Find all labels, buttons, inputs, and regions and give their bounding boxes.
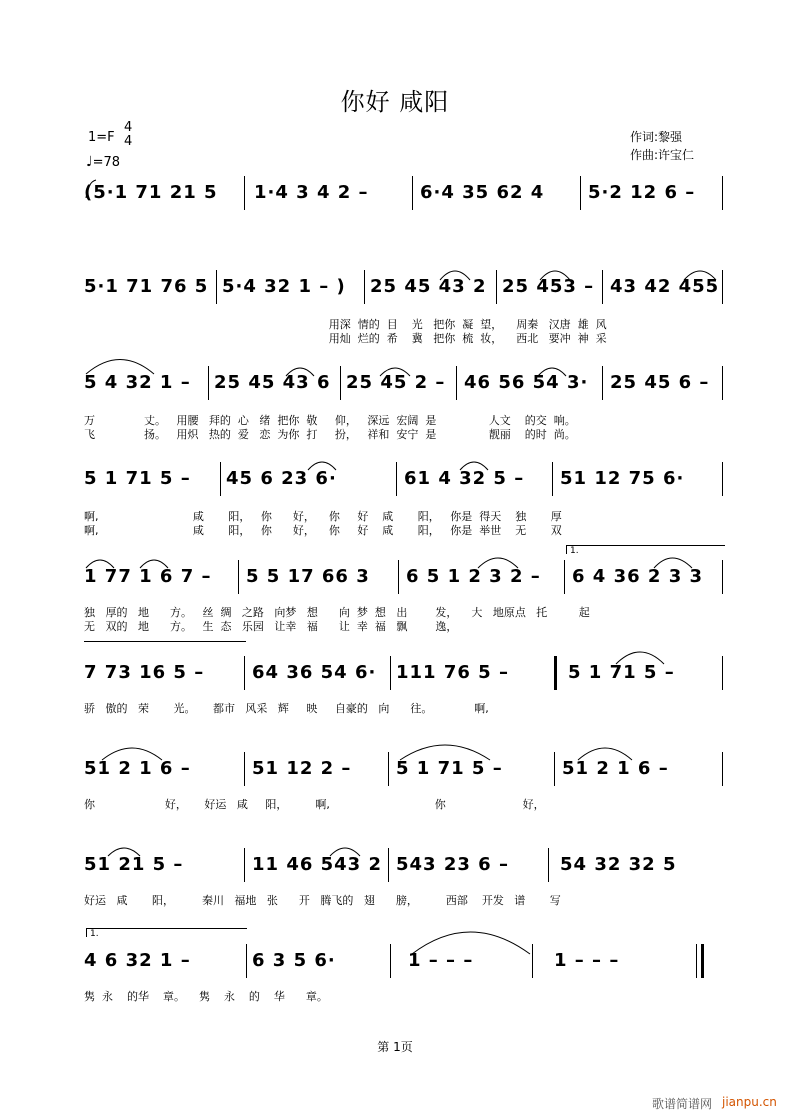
composer-credit: 作曲:许宝仁 [630, 148, 695, 162]
measure-group: 11 46 543 2 [252, 854, 382, 875]
measure-group: 45 6 23 6· [226, 468, 337, 489]
measure-group: 5 1 71 5 – [568, 662, 675, 683]
lyric-line: 隽 永 的华 章。 隽 永 的 华 章。 [84, 990, 328, 1003]
measure-group: 5 5 17 66 3 [246, 566, 370, 587]
measure-group: 5 1 71 5 – [84, 468, 191, 489]
slur-arc [308, 462, 336, 470]
measure-group: 6 4 36 2 3 3 [572, 566, 704, 587]
slur-arc [654, 558, 692, 568]
measure-group: 6·4 35 62 4 [420, 182, 545, 203]
watermark-site-name: 歌谱简谱网 [652, 1097, 713, 1111]
measure-group: 25 45 43 6 [214, 372, 331, 393]
measure-group: 51 2 1 6 – [562, 758, 669, 779]
slur-arc [460, 462, 488, 470]
slur-arc [684, 271, 716, 280]
measure-group: 5·4 32 1 – ) [222, 276, 346, 297]
slur-arc [86, 180, 96, 198]
slur-arc [86, 560, 114, 568]
slur-arc [86, 360, 154, 375]
lyric-line: 用深 情的 目 光 把你 凝 望， 周秦 汉唐 雄 风 [84, 318, 607, 331]
slur-arc [330, 848, 360, 856]
measure-group: 5 4 32 1 – [84, 372, 191, 393]
measure-group: 61 4 32 5 – [404, 468, 525, 489]
song-title: 你好 咸阳 [340, 88, 450, 116]
measure-group: 25 45 2 – [346, 372, 446, 393]
measure-group: 51 2 1 6 – [84, 758, 191, 779]
measure-group: 43 42 455 [610, 276, 720, 297]
lyric-line: 万 丈。 用腰 拜的 心 绪 把你 敬 仰， 深远 宏阔 是 人文 的交 响。 [84, 414, 576, 427]
measure-group: 543 23 6 – [396, 854, 509, 875]
measure-group: (5·1 71 21 5 [84, 182, 218, 203]
measure-group: 111 76 5 – [396, 662, 509, 683]
measure-group: 25 453 – [502, 276, 595, 297]
slur-arc [540, 271, 570, 280]
lyric-line: 啊, 咸 阳， 你 好， 你 好 咸 阳， 你是 得天 独 厚 [84, 510, 562, 523]
slur-arc [400, 745, 490, 760]
time-sig-bottom: 4 [124, 134, 133, 149]
lyric-line: 无 双的 地 方。 生 态 乐园 让幸 福 让 幸 福 飘 逸， [84, 620, 458, 633]
tempo-value: =78 [92, 155, 121, 170]
measure-group: 51 12 2 – [252, 758, 352, 779]
lyric-line: 独 厚的 地 方。 丝 绸 之路 向梦 想 向 梦 想 出 发， 大 地原点 托 起 [84, 606, 590, 619]
measure-group: 25 45 43 2 [370, 276, 487, 297]
measure-group: 46 56 54 3· [464, 372, 589, 393]
slur-arc [286, 368, 314, 376]
slur-arc [440, 271, 470, 280]
slur-arc [102, 748, 162, 760]
measure-group: 1·4 3 4 2 – [254, 182, 369, 203]
measure-group: 7 73 16 5 – [84, 662, 205, 683]
key-signature: 1=F [88, 130, 115, 145]
lyricist-credit: 作词:黎强 [630, 130, 683, 144]
slur-arc [538, 368, 566, 376]
measure-group: 54 32 32 5 [560, 854, 677, 875]
page-number: 第 1页 [377, 1040, 413, 1054]
time-sig-top: 4 [124, 120, 133, 135]
lyric-line: 骄 傲的 荣 光。 都市 风采 辉 映 自豪的 向 往。 啊, [84, 702, 489, 715]
measure-group: 1 77 1 6 7 – [84, 566, 212, 587]
lyric-line: 飞 扬。 用炽 热的 爱 恋 为你 打 扮， 祥和 安宁 是 靓丽 的时 尚。 [84, 428, 576, 441]
lyric-line: 用灿 烂的 希 冀 把你 梳 妆， 西北 要冲 神 采 [84, 332, 607, 345]
measure-group: 51 21 5 – [84, 854, 184, 875]
measure-group: 5·2 12 6 – [588, 182, 696, 203]
measure-group: 64 36 54 6· [252, 662, 377, 683]
quarter-note-icon: ♩ [86, 154, 93, 170]
slur-arc [380, 368, 410, 376]
slur-arc [140, 560, 168, 568]
volta-label: 1. [570, 546, 579, 556]
measure-group: 1 – – – [554, 950, 620, 971]
measure-group: 51 12 75 6· [560, 468, 685, 489]
slur-arc [108, 848, 140, 856]
lyric-line: 你 好， 好运 咸 阳， 啊, 你 好， [84, 798, 545, 811]
measure-group: 5·1 71 76 5 [84, 276, 209, 297]
measure-group: 6 3 5 6· [252, 950, 336, 971]
slur-arc [616, 652, 664, 664]
lyric-line: 好运 咸 阳， 秦川 福地 张 开 腾飞的 翅 膀， 西部 开发 谱 写 [84, 894, 561, 907]
measure-group: 6 5 1 2 3 2 – [406, 566, 541, 587]
slur-arc [578, 748, 632, 760]
measure-group: 4 6 32 1 – [84, 950, 191, 971]
measure-group: 1 – – – [408, 950, 474, 971]
lyric-line: 啊, 咸 阳， 你 好， 你 好 咸 阳， 你是 举世 无 双 [84, 524, 562, 537]
watermark-site-url: jianpu.cn [722, 1095, 777, 1109]
slur-arc [412, 932, 530, 954]
measure-group: 5 1 71 5 – [396, 758, 503, 779]
measure-group: 25 45 6 – [610, 372, 710, 393]
volta-label: 1. [90, 929, 99, 939]
slur-arc [478, 558, 518, 568]
